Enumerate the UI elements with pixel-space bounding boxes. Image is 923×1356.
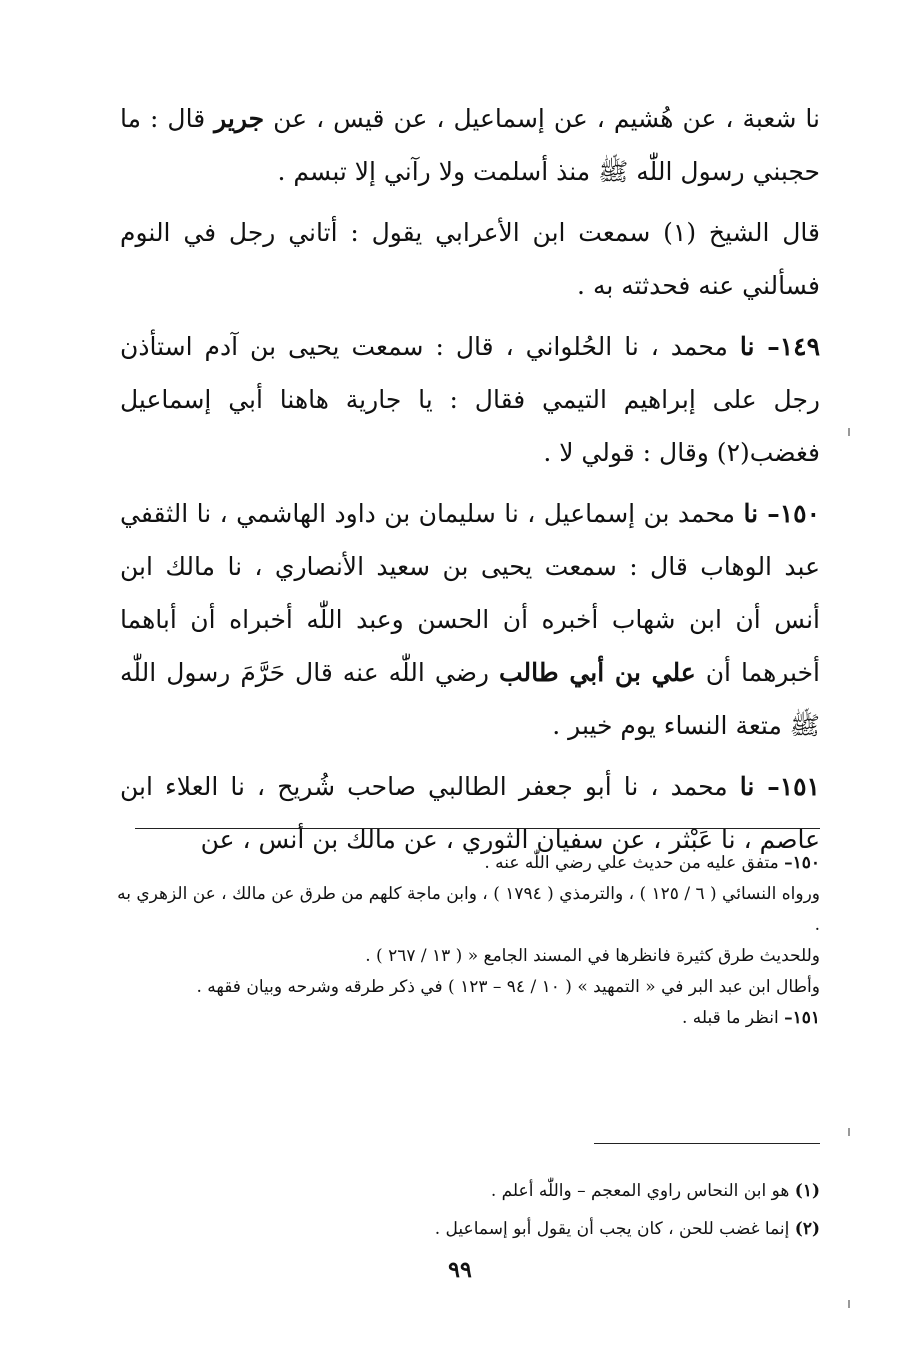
narrator-name-ali: علي بن أبي طالب [499, 658, 696, 687]
paragraph-sheikh: قال الشيخ (١) سمعت ابن الأعرابي يقول : أتاني رجل في النوم فسألني عنه فحدثته به . [120, 218, 820, 300]
footnote-2: (٢) إنما غضب للحن ، كان يجب أن يقول أبو إسماعيل . [434, 1219, 820, 1239]
note-150-nasai: ورواه النسائي ( ٦ / ١٢٥ ) ، والترمذي ( ١٧٩٤ ) ، وابن ماجة كلهم من طرق عن مالك ، عن الزهري به . [117, 884, 820, 935]
main-text [120, 92, 820, 866]
hadith-number: ١٤٩– نا [739, 332, 821, 361]
footnote-rule [594, 1143, 820, 1144]
separator-rule [135, 828, 820, 829]
note-150-tamhid: وأطال ابن عبد البر في « التمهيد » ( ١٠ / ٩٤ – ١٢٣ ) في ذكر طرقه وشرحه وبيان فقهه . [196, 977, 820, 997]
scan-mark [848, 1300, 850, 1308]
paragraph-intro: نا شعبة ، عن هُشيم ، عن إسماعيل ، عن قيس ، عن جرير قال : ما حجبني رسول اللّٰه ﷺ منذ أسلمت ولا رآني إلا تبسم . [120, 104, 820, 186]
note-151: ١٥١– انظر ما قبله . [682, 1008, 820, 1028]
hadith-150: ١٥٠– نا محمد بن إسماعيل ، نا سليمان بن داود الهاشمي ، نا الثقفي عبد الوهاب قال : سمعت يحيى بن سعيد الأنصاري ، نا مالك ابن أنس أن ابن شهاب أخبره أن الحسن وعبد اللّٰه أخبراه أن أباهما أخبرهما أن علي بن أبي طالب رضي اللّٰه عنه قال حَرَّمَ رسول اللّٰه ﷺ متعة النساء يوم خيبر . [120, 499, 821, 740]
narrator-name-jarir: جرير [214, 104, 265, 133]
page-number: ٩٩ [448, 1257, 472, 1283]
hadith-151: ١٥١– نا محمد ، نا أبو جعفر الطالبي صاحب شُريح ، نا العلاء ابن عاصم ، نا عَبْثر ، عن سفيان الثوري ، عن مالك بن أنس ، عن [120, 772, 820, 854]
note-150-musnad: وللحديث طرق كثيرة فانظرها في المسند الجامع « ( ١٣ / ٢٦٧ ) . [365, 946, 820, 966]
hadith-149: ١٤٩– نا محمد ، نا الحُلواني ، قال : سمعت يحيى بن آدم استأذن رجل على إبراهيم التيمي فقال : يا جارية هاهنا أبي إسماعيل فغضب(٢) وقال : قولي لا . [120, 332, 821, 467]
scan-mark [848, 428, 850, 436]
takhrij-notes [115, 848, 820, 1034]
footnotes [300, 1172, 820, 1248]
hadith-number: ١٥٠– نا [743, 499, 821, 528]
footnote-1: (١) هو ابن النحاس راوي المعجم – واللّٰه أعلم . [490, 1181, 820, 1201]
hadith-number: ١٥١– نا [739, 772, 820, 801]
note-150: ١٥٠– متفق عليه من حديث علي رضي اللّٰه عنه . [484, 853, 820, 873]
scan-mark [848, 1128, 850, 1136]
